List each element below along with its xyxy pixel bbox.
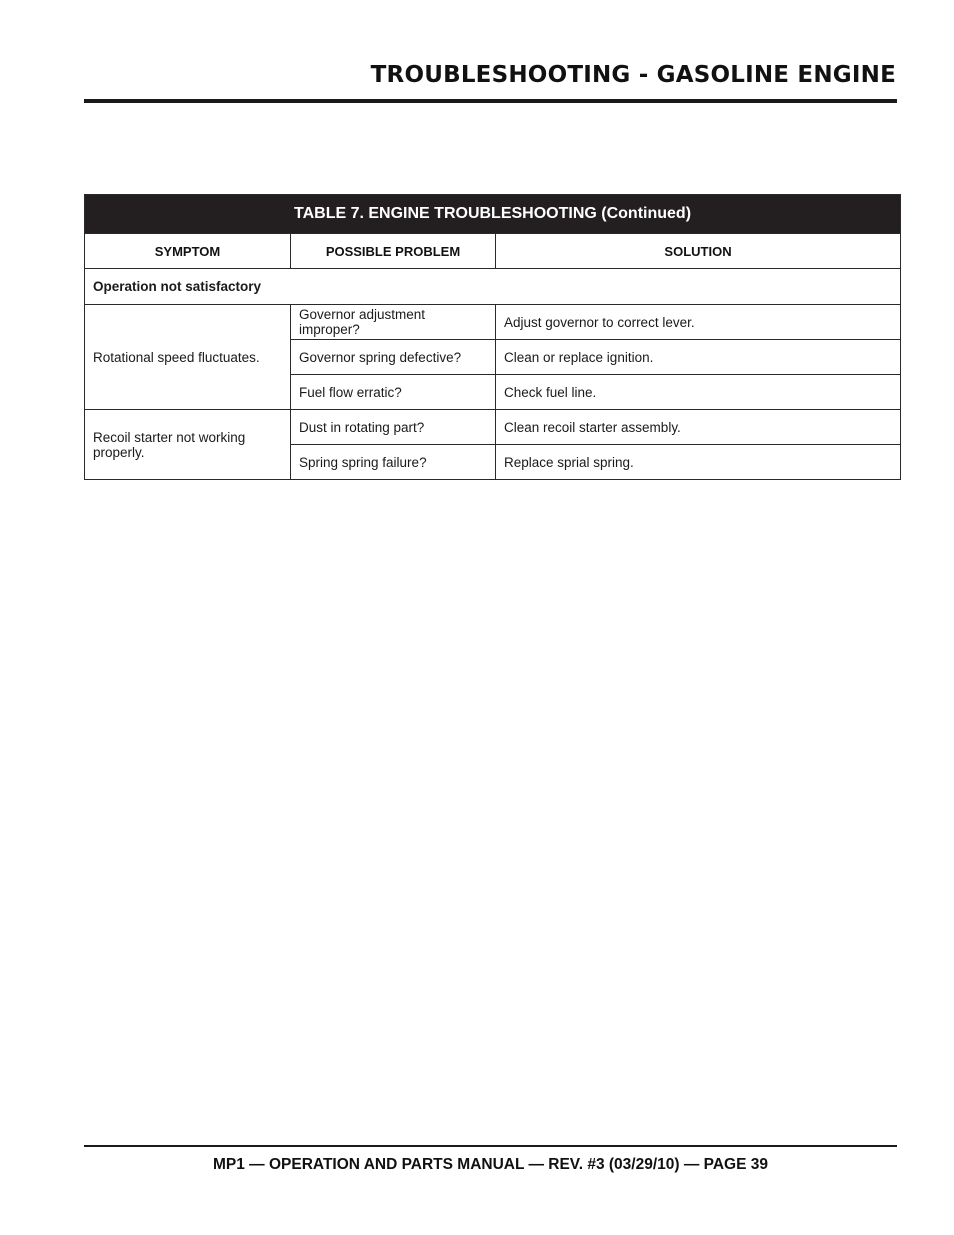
table-caption: TABLE 7. ENGINE TROUBLESHOOTING (Continued) xyxy=(85,195,901,234)
column-header-symptom: SYMPTOM xyxy=(85,234,291,269)
solution-cell: Check fuel line. xyxy=(496,375,901,410)
troubleshooting-table xyxy=(84,194,901,480)
symptom-cell: Recoil starter not working properly. xyxy=(85,410,291,480)
problem-cell: Fuel flow erratic? xyxy=(291,375,496,410)
title-rule xyxy=(84,99,897,103)
table-row xyxy=(85,410,901,445)
solution-cell: Clean or replace ignition. xyxy=(496,340,901,375)
problem-cell: Governor adjustment improper? xyxy=(291,305,496,340)
column-header-possible-problem: POSSIBLE PROBLEM xyxy=(291,234,496,269)
table-row xyxy=(85,305,901,340)
page-title: TROUBLESHOOTING - GASOLINE ENGINE xyxy=(370,62,896,88)
problem-cell: Dust in rotating part? xyxy=(291,410,496,445)
solution-cell: Replace sprial spring. xyxy=(496,445,901,480)
solution-cell: Clean recoil starter assembly. xyxy=(496,410,901,445)
column-header-solution: SOLUTION xyxy=(496,234,901,269)
problem-cell: Governor spring defective? xyxy=(291,340,496,375)
group-heading: Operation not satisfactory xyxy=(85,269,901,305)
symptom-cell: Rotational speed fluctuates. xyxy=(85,305,291,410)
page-footer: MP1 — OPERATION AND PARTS MANUAL — REV. #3 (03/29/10) — PAGE 39 xyxy=(213,1156,768,1173)
problem-cell: Spring spring failure? xyxy=(291,445,496,480)
footer-rule xyxy=(84,1145,897,1147)
solution-cell: Adjust governor to correct lever. xyxy=(496,305,901,340)
